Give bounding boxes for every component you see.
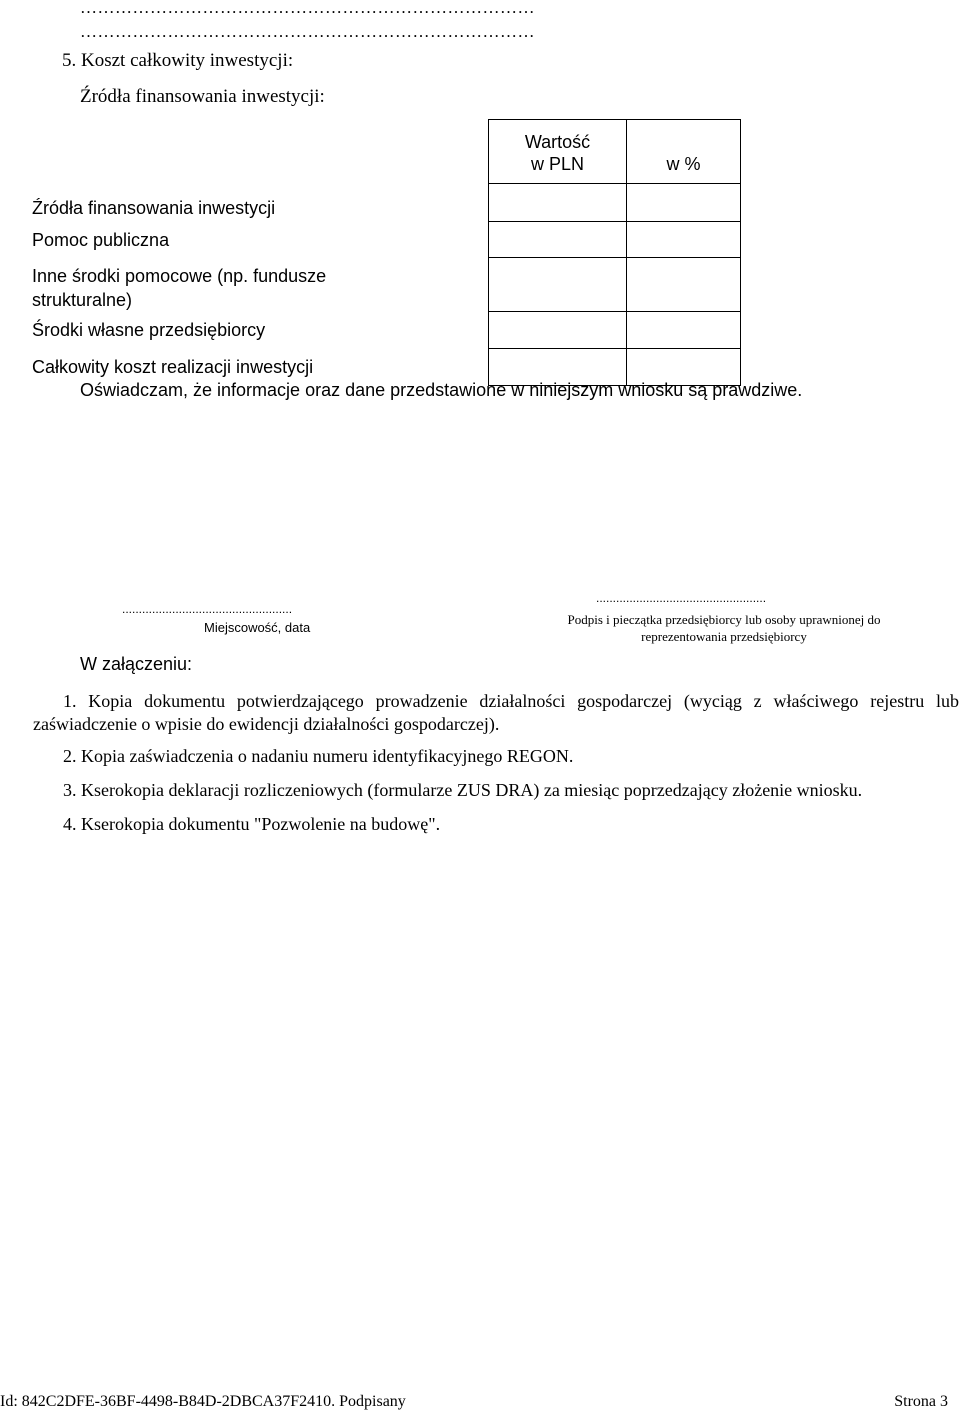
- row-label: Całkowity koszt realizacji inwestycji: [32, 357, 314, 377]
- funding-table: [22, 119, 741, 386]
- percent-cell[interactable]: [627, 184, 741, 222]
- value-cell[interactable]: [489, 184, 627, 222]
- column-header-value: [489, 120, 627, 184]
- column-header-value-line1: Wartość: [524, 131, 591, 152]
- document-id-footer: Id: 842C2DFE-36BF-4498-B84D-2DBCA37F2410. Podpisany: [0, 1393, 406, 1410]
- place-date-line: ...................................................: [122, 602, 293, 616]
- attachment-item: 4. Kserokopia dokumentu "Pozwolenie na budowę".: [63, 814, 441, 834]
- table-row: [22, 222, 741, 258]
- percent-cell[interactable]: [627, 222, 741, 258]
- page-number: Strona 3: [894, 1393, 948, 1410]
- row-label: Środki własne przedsiębiorcy: [32, 320, 266, 340]
- row-label: Inne środki pomocowe (np. fundusze strukturalne): [32, 265, 327, 310]
- column-header-value-line2: w PLN: [530, 153, 584, 174]
- table-header-row: [22, 120, 741, 184]
- row-label: Źródła finansowania inwestycji: [32, 197, 276, 218]
- attachment-item: 1. Kopia dokumentu potwierdzającego prowadzenie działalności gospodarczej (wyciąg z właściwego rejestru lub zaświadczenie o wpisie do ewidencji działalności gospodarczej).: [33, 691, 959, 734]
- place-date-label: Miejscowość, data: [204, 620, 311, 635]
- percent-cell[interactable]: [627, 258, 741, 312]
- signature-line: ...................................................: [596, 591, 767, 605]
- table-row: [22, 258, 741, 312]
- dotted-fill-line: ……………………………………………………………………: [80, 22, 535, 41]
- table-row: [22, 312, 741, 349]
- value-cell[interactable]: [489, 258, 627, 312]
- row-label: Pomoc publiczna: [32, 229, 170, 250]
- value-cell[interactable]: [489, 222, 627, 258]
- percent-cell[interactable]: [627, 312, 741, 349]
- column-header-percent: w %: [627, 120, 741, 184]
- section-title: 5. Koszt całkowity inwestycji:: [62, 50, 294, 71]
- signature-label: Podpis i pieczątka przedsiębiorcy lub osoby uprawnionej do reprezentowania przedsiębiorcy: [567, 612, 881, 644]
- section-subtitle: Źródła finansowania inwestycji:: [80, 86, 325, 107]
- attachment-item: 3. Kserokopia deklaracji rozliczeniowych (formularze ZUS DRA) za miesiąc poprzedzający złożenie wniosku.: [63, 780, 863, 800]
- declaration-text: Oświadczam, że informacje oraz dane przedstawione w niniejszym wniosku są prawdziwe.: [80, 380, 803, 400]
- table-header-empty: [22, 120, 489, 184]
- attachments-heading: W załączeniu:: [80, 654, 193, 674]
- dotted-fill-line: ……………………………………………………………………: [80, 0, 535, 17]
- attachment-item: 2. Kopia zaświadczenia o nadaniu numeru identyfikacyjnego REGON.: [63, 746, 574, 766]
- value-cell[interactable]: [489, 312, 627, 349]
- table-row: [22, 184, 741, 222]
